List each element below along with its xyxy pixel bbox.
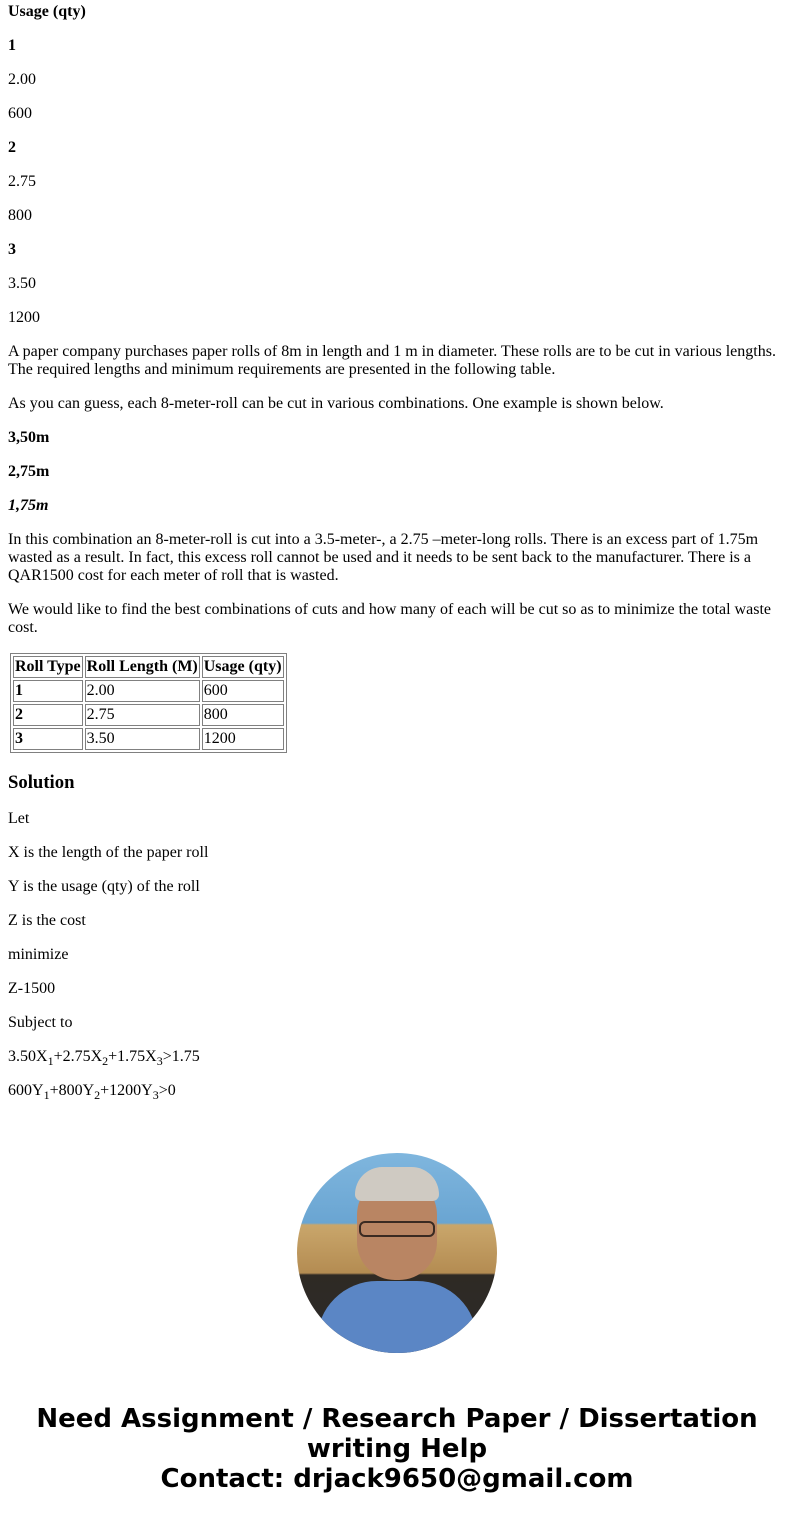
table-row (13, 728, 284, 750)
author-avatar (297, 1153, 497, 1353)
problem-intro: A paper company purchases paper rolls of 8m in length and 1 m in diameter. These rolls are to be cut in various lengths. The required lengths and minimum requirements are presented in the following table. (8, 343, 776, 378)
solution-heading: Solution (8, 772, 75, 793)
top-row: 600 (8, 105, 32, 122)
table-cell: 3 (13, 728, 83, 750)
table-cell: 3.50 (85, 728, 200, 750)
top-row: 800 (8, 207, 32, 224)
contact-footer (0, 1404, 794, 1494)
table-cell: 1200 (202, 728, 284, 750)
table-cell: 1 (13, 680, 83, 702)
top-row: 2.00 (8, 71, 36, 88)
footer-line-1: Need Assignment / Research Paper / Dissertation (36, 1404, 758, 1434)
avatar-shirt (317, 1281, 477, 1353)
table-row (13, 704, 284, 726)
top-row: 2.75 (8, 173, 36, 190)
solution-let: Let (8, 810, 30, 827)
top-row: 2 (8, 139, 16, 156)
table-header-cell: Roll Length (M) (85, 656, 200, 678)
problem-guess: As you can guess, each 8-meter-roll can be cut in various combinations. One example is shown below. (8, 395, 664, 412)
document-body (8, 0, 786, 1116)
top-row: 1200 (8, 309, 40, 326)
solution-y-def: Y is the usage (qty) of the roll (8, 878, 200, 895)
table-cell: 600 (202, 680, 284, 702)
solution-z-def: Z is the cost (8, 912, 86, 929)
top-row: 1 (8, 37, 16, 54)
table-cell: 2 (13, 704, 83, 726)
problem-goal: We would like to find the best combinations of cuts and how many of each will be cut so as to minimize the total waste cost. (8, 601, 771, 636)
table-row (13, 680, 284, 702)
top-row: 3 (8, 241, 16, 258)
top-row: Usage (qty) (8, 3, 86, 20)
cut-example-3: 1,75m (8, 497, 49, 514)
cut-example-1: 3,50m (8, 429, 50, 446)
cut-example-2: 2,75m (8, 463, 50, 480)
footer-line-3: Contact: drjack9650@gmail.com (160, 1464, 634, 1494)
table-header-cell: Roll Type (13, 656, 83, 678)
roll-table (10, 653, 287, 753)
table-cell: 2.00 (85, 680, 200, 702)
solution-minimize: minimize (8, 946, 69, 963)
top-rows (8, 3, 786, 327)
footer-line-2: writing Help (306, 1434, 488, 1464)
avatar-hair (355, 1167, 439, 1201)
solution-objective: Z-1500 (8, 980, 56, 997)
avatar-glasses (359, 1221, 435, 1237)
table-header-cell: Usage (qty) (202, 656, 284, 678)
solution-subject-to: Subject to (8, 1014, 73, 1031)
constraint-2: $600Y_1+800Y_2+1200Y_3>0$ (8, 1082, 176, 1102)
constraint-1: $3.50X_1+2.75X_2+1.75X_3>1.75$ (8, 1048, 200, 1068)
problem-explanation: In this combination an 8-meter-roll is cut into a 3.5-meter-, a 2.75 –meter-long rolls. There is an excess part of 1.75m wasted as a result. In fact, this excess roll cannot be used and it needs to be sent back to the manufacturer. There is a QAR1500 cost for each meter of roll that is wasted. (8, 531, 759, 584)
solution-x-def: X is the length of the paper roll (8, 844, 209, 861)
table-cell: 2.75 (85, 704, 200, 726)
top-row: 3.50 (8, 275, 36, 292)
table-cell: 800 (202, 704, 284, 726)
table-header-row (13, 656, 284, 678)
